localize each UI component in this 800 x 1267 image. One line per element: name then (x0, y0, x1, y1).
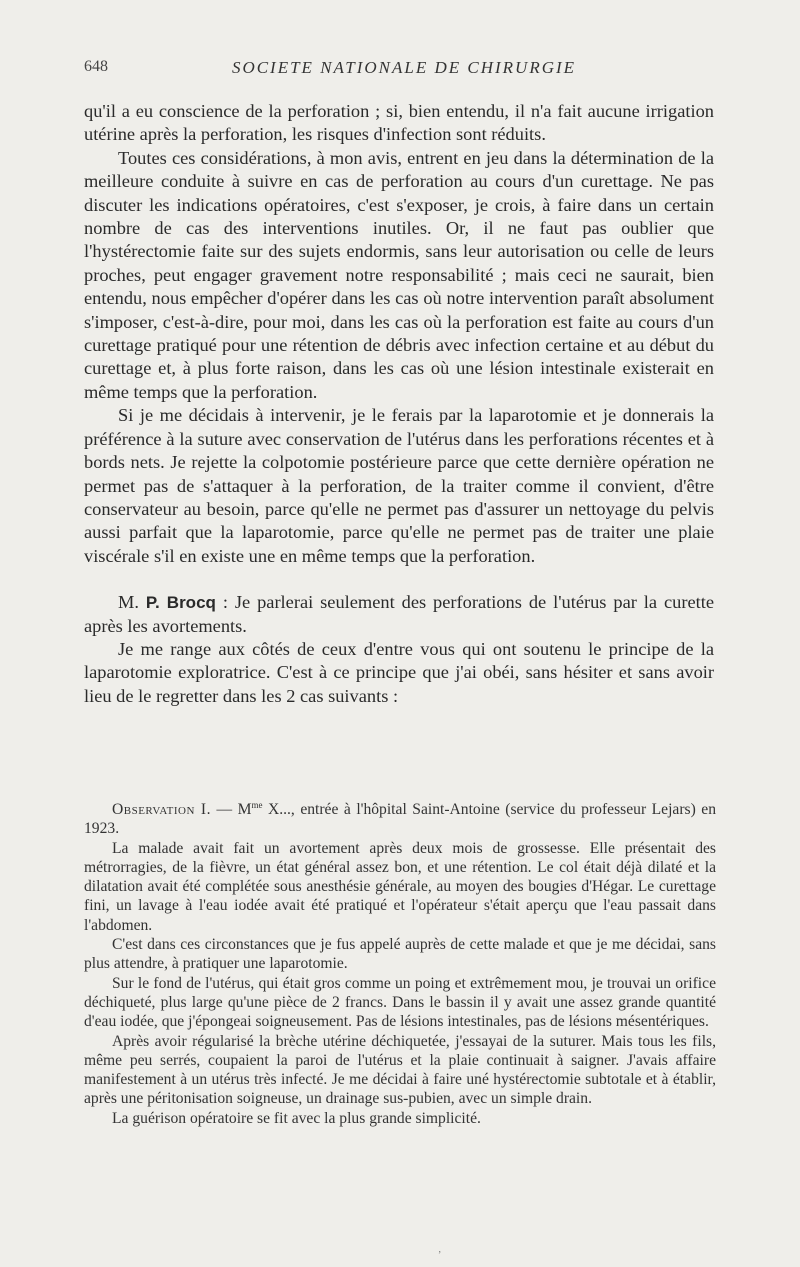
paragraph: qu'il a eu conscience de la perforation ; si, bien entendu, il n'a fait aucune irrigation utérine après la perforation, les risques d'infection sont réduits. (84, 101, 714, 145)
page-number: 648 (84, 58, 108, 75)
observation-paragraph: La malade avait fait un avortement après deux mois de grossesse. Elle présentait des métrorragies, de la fièvre, un état général assez bon, et une rétention. Le col était déjà dilaté et la dilatation avait été complétée sous anesthésie générale, au moyen des bougies d'Hégar. Le curettage fini, un lavage à l'eau iodée avait été pratiqué et l'opérateur s'était aperçu que l'eau passait dans l'abdomen. (84, 839, 716, 934)
observation-block (84, 800, 716, 1128)
observation-text: X..., entrée à l'hôpital Saint-Antoine (service du professeur Lejars) en 1923. (84, 801, 717, 838)
page-header (84, 58, 724, 86)
paragraph: Toutes ces considérations, à mon avis, entrent en jeu dans la détermination de la meilleure conduite à suivre en cas de perforation au cours d'un curettage. Ne pas discuter les indications opératoires, c'est s'exposer, je crois, à faire dans un certain nombre de cas des interventions inutiles. Or, il ne faut pas oublier que l'hystérectomie faite sur des sujets endormis, sans leur autorisation ou celle de leurs proches, peut engager gravement notre responsabilité ; mais ceci ne saurait, bien entendu, nous empêcher d'opérer dans les cas où notre intervention paraît absolument s'imposer, c'est-à-dire, pour moi, dans les cas où la perforation est faite au cours d'un curettage pratiqué pour une rétention de débris avec infection certaine et au début du curettage et, à plus forte raison, dans les cas où une lésion intestinale existerait en même temps que la perforation. (84, 147, 714, 402)
observation-paragraph: Après avoir régularisé la brèche utérine déchiquetée, j'essayai de la suturer. Mais tous les fils, même peu serrés, coupaient la paroi de l'utérus et la plaie continuait à saigner. J'avais affaire manifestement à un utérus très infecté. Je me décidai à faire uné hystérectomie subtotale et à établir, après une péritonisation soigneuse, un drainage sus-pubien, avec un simple drain. (84, 1032, 716, 1108)
observation-heading (84, 800, 716, 839)
running-title: SOCIETE NATIONALE DE CHIRURGIE (231, 58, 577, 77)
observation-dash: — (211, 801, 238, 818)
paragraph: Je me range aux côtés de ceux d'entre vous qui ont soutenu le principe de la laparotomie exploratrice. C'est à ce principe que j'ai obéi, sans hésiter et sans avoir lieu de le regretter dans les 2 cas suivants : (84, 638, 714, 706)
patient-sup: me (251, 799, 263, 810)
speaker-text: : Je parlerai seulement des perforations de l'utérus par la curette après les avortements. (84, 592, 714, 636)
observation-label: Observation I. (112, 801, 211, 818)
observation-paragraph: La guérison opératoire se fit avec la plus grande simplicité. (112, 1109, 481, 1127)
speaker-name: P. Brocq (145, 593, 216, 613)
speaker-prefix: M. (118, 592, 139, 613)
speaker-paragraph (84, 591, 714, 638)
print-mark: ‚ (438, 1244, 442, 1255)
paragraph: Si je me décidais à intervenir, je le ferais par la laparotomie et je donnerais la préférence à la suture avec conservation de l'utérus dans les perforations récentes et à bords nets. Je rejette la colpotomie postérieure parce que cette dernière opération ne permet pas de s'attaquer à la perforation, de la traiter comme il convient, d'être conservateur au besoin, parce qu'elle ne permet pas d'assurer un nettoyage du pelvis aussi parfait que la laparotomie, parce qu'elle ne permet pas de traiter une plaie viscérale s'il en existe une en même temps que la perforation. (84, 405, 714, 566)
observation-paragraph: C'est dans ces circonstances que je fus appelé auprès de cette malade et que je me décidai, sans plus attendre, à pratiquer une laparotomie. (84, 936, 716, 973)
observation-paragraph: Sur le fond de l'utérus, qui était gros comme un poing et extrêmement mou, je trouvai un orifice déchiqueté, plus large qu'une pièce de 2 francs. Dans le bassin il y avait une assez grande quantité d'eau iodée, que j'épongeai soigneusement. Pas de lésions intestinales, pas de lésions mésentériques. (84, 974, 716, 1031)
patient-prefix: M (237, 801, 252, 818)
main-text (84, 100, 714, 708)
